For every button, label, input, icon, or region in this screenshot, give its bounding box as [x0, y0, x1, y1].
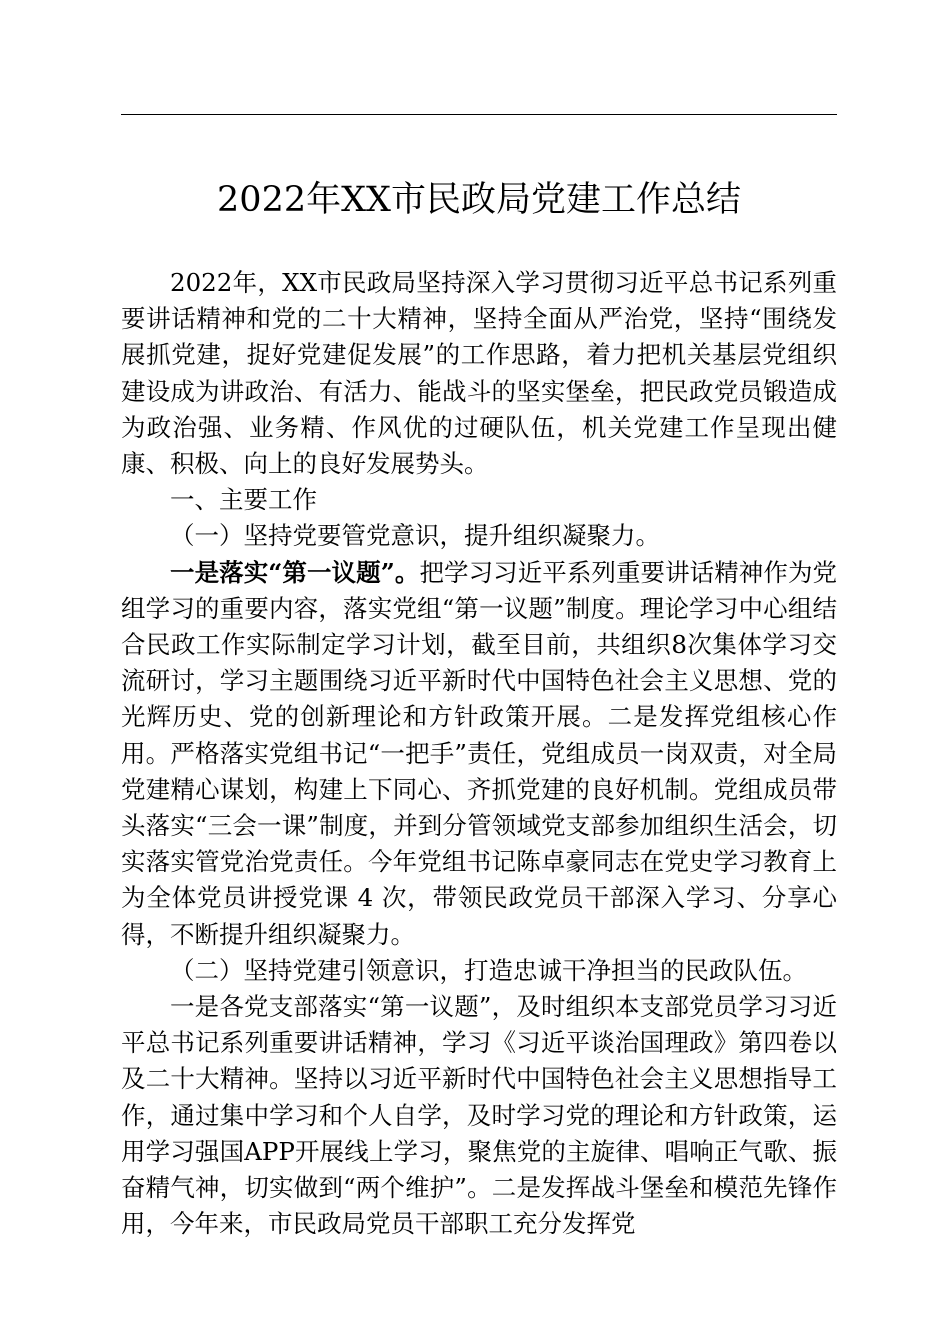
paragraph-first-agenda [121, 555, 837, 953]
subsection-heading-1: （一）坚持党要管党意识，提升组织凝聚力。 [170, 521, 660, 551]
subsection-heading-2: （二）坚持党建引领意识，打造忠诚干净担当的民政队伍。 [170, 955, 807, 985]
paragraph-branches: 一是各党支部落实“第一议题”，及时组织本支部党员学习习近平总书记系列重要讲话精神，学习《习近平谈治国理政》第四卷以及二十大精神。坚持以习近平新时代中国特色社会主义思想指导工作，通过集中学习和个人自学，及时学习党的理论和方针政策，运用学习强国APP开展线上学习，聚焦党的主旋律、唱响正气歌、振奋精气神，切实做到“两个维护”。二是发挥战斗堡垒和模范先锋作用，今年来，市民政局党员干部职工充分发挥党 [121, 992, 837, 1239]
paragraph-lead-bold: 一是落实“第一议题”。 [170, 557, 420, 587]
header-rule [121, 114, 837, 115]
document-body [121, 265, 837, 1242]
section-heading-main-work: 一、主要工作 [170, 485, 317, 515]
intro-paragraph: 2022年，XX市民政局坚持深入学习贯彻习近平总书记系列重要讲话精神和党的二十大精神，坚持全面从严治党，坚持“围绕发展抓党建，捉好党建促发展”的工作思路，着力把机关基层党组织建设成为讲政治、有活力、能战斗的坚实堡垒，把民政党员锻造成为政治强、业务精、作风优的过硬队伍，机关党建工作呈现出健康、积极、向上的良好发展势头。 [121, 268, 837, 479]
document-title: 2022年XX市民政局党建工作总结 [217, 180, 741, 220]
paragraph-body: 把学习习近平系列重要讲话精神作为党组学习的重要内容，落实党组“第一议题”制度。理论学习中心组结合民政工作实际制定学习计划，截至目前，共组织8次集体学习交流研讨，学习主题围绕习近平新时代中国特色社会主义思想、党的光辉历史、党的创新理论和方针政策开展。二是发挥党组核心作用。严格落实党组书记“一把手”责任，党组成员一岗双责，对全局党建精心谋划，构建上下同心、齐抓党建的良好机制。党组成员带头落实“三会一课”制度，并到分管领域党支部参加组织生活会，切实落实管党治党责任。今年党组书记陈卓豪同志在党史学习教育上为全体党员讲授党课 4 次，带领民政党员干部深入学习、分享心得，不断提升组织凝聚力。 [121, 557, 838, 949]
